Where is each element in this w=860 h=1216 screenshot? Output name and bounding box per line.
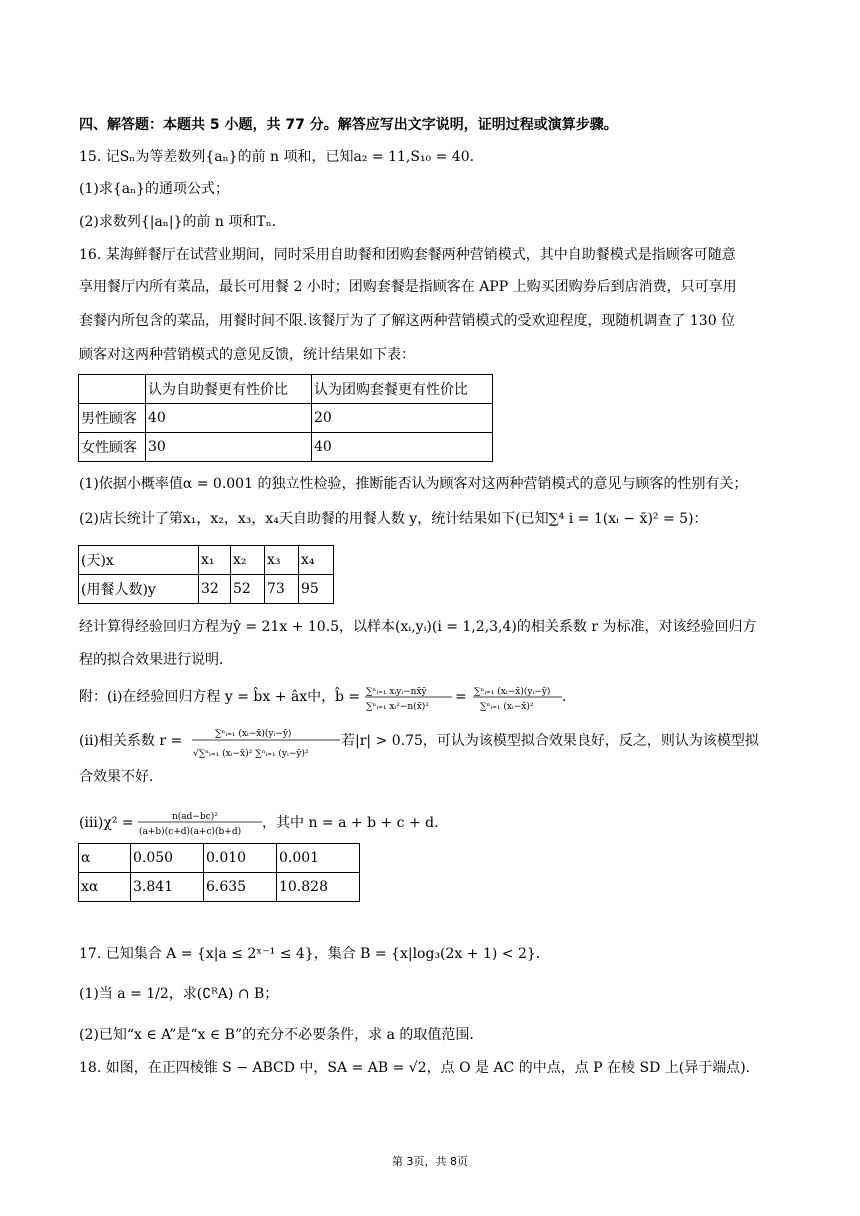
q16-part2: (2)店长统计了第x₁，x₂，x₃，x₄天自助餐的用餐人数 y，统计结果如下(已知∑⁴ i = 1(xᵢ − x̄)² = 5)： bbox=[79, 511, 708, 527]
table-cell: x₁ bbox=[199, 546, 231, 575]
page-footer: 第 3页，共 8页 bbox=[392, 1155, 468, 1168]
iii-suffix: ，其中 n = a + b + c + d． bbox=[262, 815, 449, 831]
q16-line3: 套餐内所包含的菜品，用餐时间不限.该餐厅为了了解这两种营销模式的受欢迎程度，现随机调查了 130 位 bbox=[79, 313, 736, 329]
equals-sign: = bbox=[455, 689, 467, 705]
frac1-denominator: ∑ⁿᵢ₌₁ xᵢ²−n(x̄)² bbox=[366, 702, 429, 712]
table-cell: 30 bbox=[146, 433, 312, 462]
table-cell: x₄ bbox=[299, 546, 334, 575]
q17-part1: (1)当 a = 1/2，求(∁ᴿA) ∩ B； bbox=[79, 986, 279, 1002]
table-cell: 40 bbox=[312, 433, 493, 462]
table-cell: 52 bbox=[231, 575, 265, 604]
table-cell: 0.050 bbox=[131, 844, 204, 873]
q18-stem: 18. 如图，在正四棱锥 S − ABCD 中，SA = AB = √2，点 O 是 AC 的中点，点 P 在棱 SD 上(异于端点)． bbox=[79, 1060, 760, 1076]
table-cell: (用餐人数)y bbox=[79, 575, 199, 604]
critical-value-table bbox=[78, 843, 360, 902]
q16-line2: 享用餐厅内所有菜品，最长可用餐 2 小时；团购套餐是指顾客在 APP 上购买团购券后到店消费，只可享用 bbox=[79, 279, 737, 295]
table-row bbox=[79, 844, 360, 873]
q16-line1: 16. 某海鲜餐厅在试营业期间，同时采用自助餐和团购套餐两种营销模式，其中自助餐模式是指顾客可随意 bbox=[79, 247, 736, 263]
table-cell: 32 bbox=[199, 575, 231, 604]
end-dot: ． bbox=[562, 689, 576, 705]
chi-numerator: n(ad−bc)² bbox=[172, 812, 218, 822]
chi-denominator: (a+b)(c+d)(a+c)(b+d) bbox=[139, 827, 242, 837]
frac2-denominator: ∑ⁿᵢ₌₁ (xᵢ−x̄)² bbox=[480, 702, 534, 712]
table-cell: 0.010 bbox=[204, 844, 277, 873]
q16-part1: (1)依据小概率值α = 0.001 的独立性检验，推断能否认为顾客对这两种营销模式的意见与顾客的性别有关； bbox=[79, 476, 748, 492]
table-cell: x₂ bbox=[231, 546, 265, 575]
frac2-numerator: ∑ⁿᵢ₌₁ (xᵢ−x̄)(yᵢ−ȳ) bbox=[474, 687, 551, 697]
table-cell: 40 bbox=[146, 404, 312, 433]
q16-line6: 程的拟合效果进行说明． bbox=[79, 652, 233, 668]
table-cell: 20 bbox=[312, 404, 493, 433]
q16-line5: 经计算得经验回归方程为ŷ = 21x + 10.5，以样本(xᵢ,yᵢ)(i = 1,2,3,4)的相关系数 r 为标准，对该经验回归方 bbox=[79, 619, 757, 635]
table-cell: 6.635 bbox=[204, 873, 277, 902]
q15-part2: (2)求数列{|aₙ|}的前 n 项和Tₙ． bbox=[79, 214, 286, 230]
r-numerator: ∑ⁿᵢ₌₁ (xᵢ−x̄)(yᵢ−ȳ) bbox=[215, 729, 292, 739]
table-cell: 0.001 bbox=[277, 844, 360, 873]
q17-stem: 17. 已知集合 A = {x|a ≤ 2ˣ⁻¹ ≤ 4}，集合 B = {x|log₃(2x + 1) < 2}． bbox=[79, 946, 550, 962]
r-denominator: √∑ⁿᵢ₌₁ (xᵢ−x̄)² ∑ⁿᵢ₌₁ (yᵢ−ȳ)² bbox=[193, 749, 309, 759]
table-cell: x₃ bbox=[265, 546, 299, 575]
b-hat-label: b̂ = bbox=[335, 689, 361, 705]
q17-part2: (2)已知“x ∈ A”是“x ∈ B”的充分不必要条件，求 a 的取值范围． bbox=[79, 1027, 484, 1043]
table-cell: 女性顾客 bbox=[79, 433, 146, 462]
table-cell: 认为自助餐更有性价比 bbox=[146, 375, 312, 404]
fu-prefix: 附：(i)在经验回归方程 y = b̂x + âx中， bbox=[79, 689, 336, 705]
table-cell: α bbox=[79, 844, 131, 873]
table-cell: 10.828 bbox=[277, 873, 360, 902]
table-cell: (天)x bbox=[79, 546, 199, 575]
ii-prefix: (ii)相关系数 r = bbox=[79, 733, 183, 749]
section-heading: 四、解答题：本题共 5 小题，共 77 分。解答应写出文字说明，证明过程或演算步骤。 bbox=[79, 117, 618, 133]
frac1-numerator: ∑ⁿᵢ₌₁ xᵢyᵢ−nx̄ȳ bbox=[366, 687, 427, 697]
q16-line4: 顾客对这两种营销模式的意见反馈，统计结果如下表： bbox=[79, 347, 415, 363]
table-cell: 男性顾客 bbox=[79, 404, 146, 433]
table-cell: xα bbox=[79, 873, 131, 902]
table-row bbox=[79, 873, 360, 902]
q15-part1: (1)求{aₙ}的通项公式； bbox=[79, 181, 230, 197]
iii-prefix: (iii)χ² = bbox=[79, 815, 134, 831]
ii-line2: 合效果不好． bbox=[79, 769, 163, 785]
table-cell: 95 bbox=[299, 575, 334, 604]
table-cell: 3.841 bbox=[131, 873, 204, 902]
table-cell: 认为团购套餐更有性价比 bbox=[312, 375, 493, 404]
ii-suffix: 若|r| > 0.75，可认为该模型拟合效果良好，反之，则认为该模型拟 bbox=[341, 733, 759, 749]
table-cell: 73 bbox=[265, 575, 299, 604]
q15-stem: 15. 记Sₙ为等差数列{aₙ}的前 n 项和，已知a₂ = 11,S₁₀ = 40． bbox=[79, 149, 484, 165]
